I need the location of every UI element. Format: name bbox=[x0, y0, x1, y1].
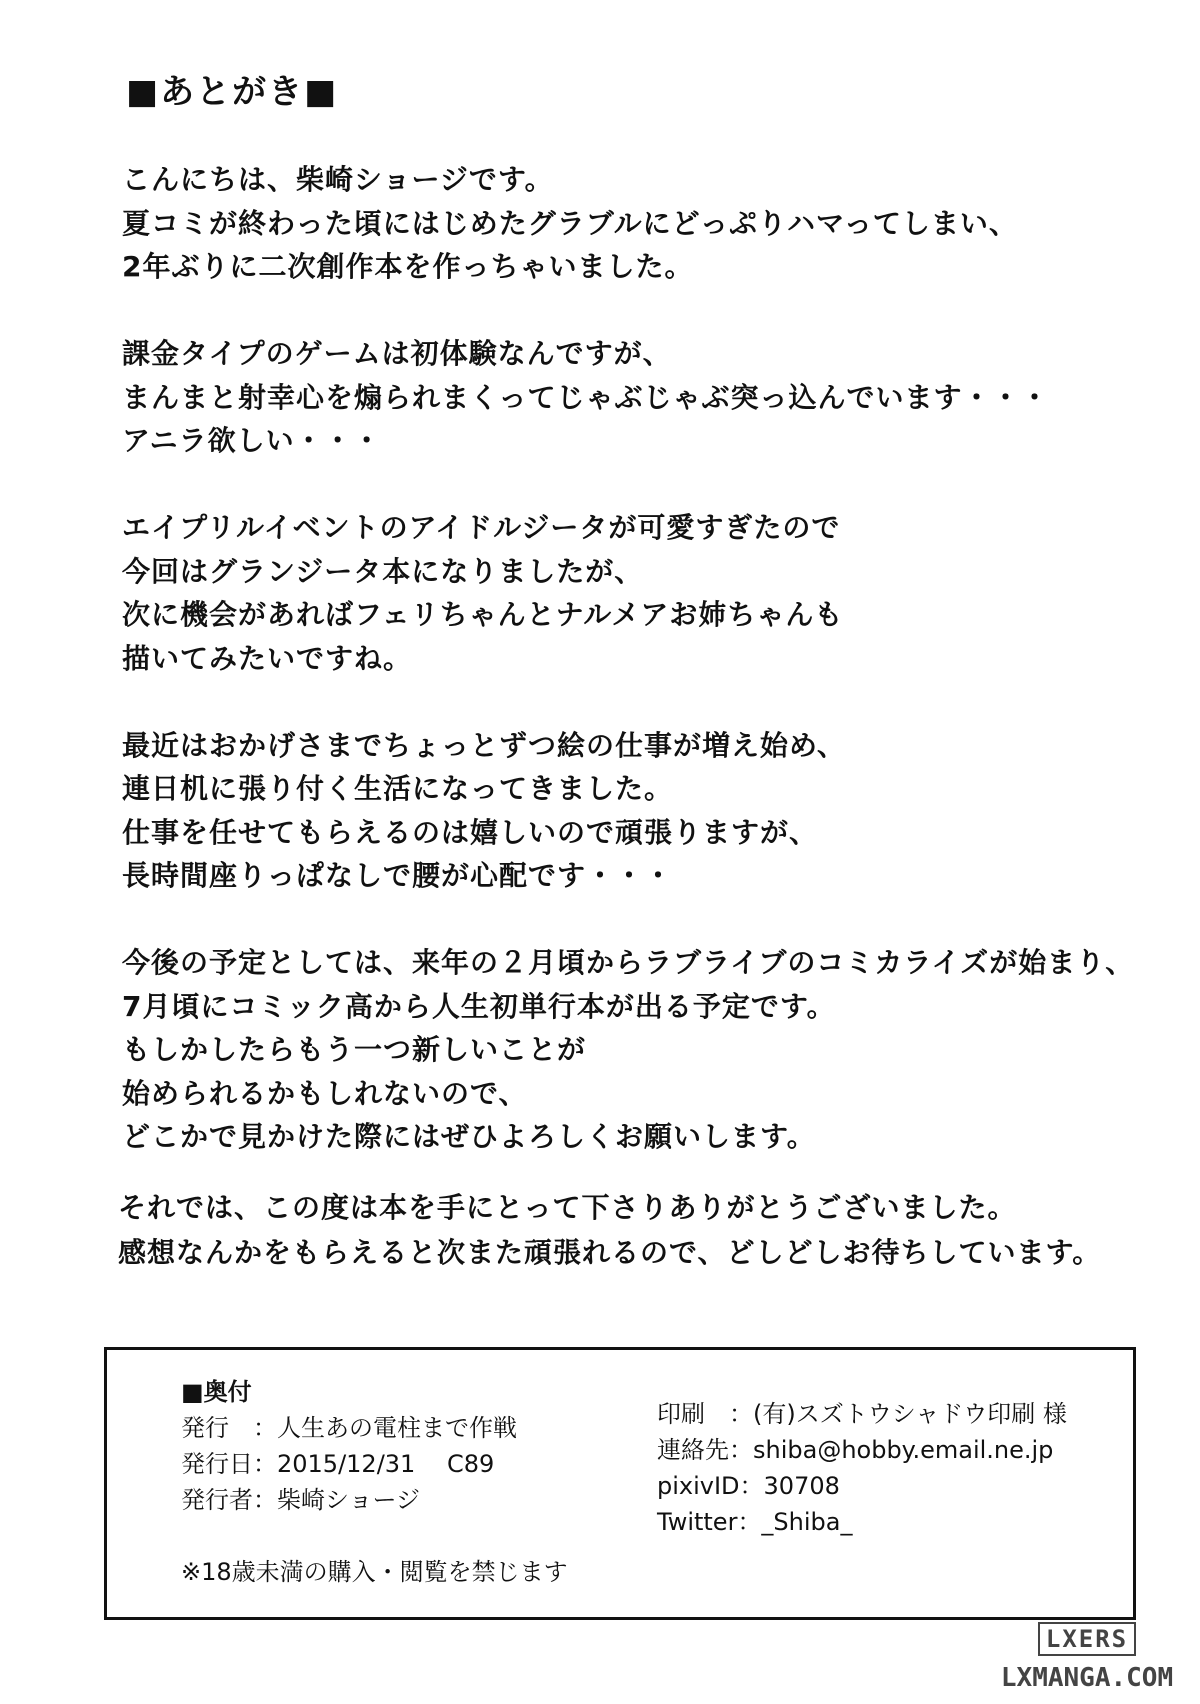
age-restriction-notice: ※18歳未満の購入・閲覧を禁じます bbox=[181, 1558, 568, 1586]
watermark-bottom: LXMANGA.COM bbox=[1000, 1663, 1174, 1693]
colophon-pixiv: pixivID：30708 bbox=[657, 1472, 840, 1500]
closing-message bbox=[118, 1185, 1101, 1275]
paragraph-theme bbox=[122, 506, 1162, 680]
text-line: 連日机に張り付く生活になってきました。 bbox=[122, 772, 674, 805]
afterword-body bbox=[122, 158, 1162, 1159]
text-line: 次に機会があればフェリちゃんとナルメアお姉ちゃんも bbox=[122, 598, 844, 631]
text-line: 始められるかもしれないので、 bbox=[122, 1076, 528, 1110]
text-line: 最近はおかげさまでちょっとずつ絵の仕事が増え始め、 bbox=[122, 728, 846, 762]
text-line: 描いてみたいですね。 bbox=[122, 641, 413, 675]
page-heading: ■あとがき■ bbox=[126, 72, 339, 112]
text-line: アニラ欲しい・・・ bbox=[122, 424, 382, 457]
text-line: 今後の予定としては、来年の２月頃からラブライブのコミカライズが始まり、 bbox=[122, 946, 1135, 979]
paragraph-game bbox=[122, 332, 1162, 463]
colophon-publication-info bbox=[181, 1374, 517, 1518]
paragraph-greeting bbox=[122, 158, 1162, 289]
text-line: エイプリルイベントのアイドルジータが可愛すぎたので bbox=[122, 511, 841, 544]
colophon-box bbox=[104, 1347, 1136, 1620]
text-line: こんにちは、柴崎ショージです。 bbox=[122, 163, 554, 196]
paragraph-plans bbox=[122, 941, 1162, 1159]
text-line: 2年ぶりに二次創作本を作っちゃいました。 bbox=[122, 250, 694, 283]
text-line: もしかしたらもう一つ新しいことが bbox=[122, 1033, 587, 1066]
watermark bbox=[998, 1622, 1176, 1696]
colophon-author: 発行者：柴崎ショージ bbox=[181, 1486, 421, 1514]
text-line: どこかで見かけた際にはぜひよろしくお願いします。 bbox=[122, 1120, 816, 1153]
colophon-email: 連絡先：shiba@hobby.email.ne.jp bbox=[657, 1436, 1054, 1464]
colophon-contact-info bbox=[657, 1396, 1067, 1540]
text-line: 今回はグランジータ本になりましたが、 bbox=[122, 554, 644, 588]
colophon-printer: 印刷 ：(有)スズトウシャドウ印刷 様 bbox=[657, 1400, 1067, 1428]
colophon-date: 発行日：2015/12/31 C89 bbox=[181, 1450, 495, 1478]
paragraph-work bbox=[122, 724, 1162, 898]
text-line: 課金タイプのゲームは初体験なんですが、 bbox=[122, 337, 672, 370]
text-line: それでは、この度は本を手にとって下さりありがとうございました。 bbox=[118, 1191, 1017, 1224]
text-line: まんまと射幸心を煽られまくってじゃぶじゃぶ突っ込んでいます・・・ bbox=[122, 380, 1050, 414]
text-line: 感想なんかをもらえると次また頑張れるので、どしどしお待ちしています。 bbox=[118, 1236, 1102, 1269]
colophon-twitter: Twitter：_Shiba_ bbox=[657, 1508, 853, 1536]
watermark-top: LXERS bbox=[1038, 1622, 1136, 1656]
text-line: 仕事を任せてもらえるのは嬉しいので頑張りますが、 bbox=[122, 815, 819, 849]
text-line: 長時間座りっぱなしで腰が心配です・・・ bbox=[122, 859, 674, 892]
colophon-publisher: 発行 ：人生あの電柱まで作戦 bbox=[181, 1414, 517, 1442]
colophon-title: ■奥付 bbox=[181, 1378, 252, 1406]
text-line: 7月頃にコミック高から人生初単行本が出る予定です。 bbox=[122, 989, 836, 1023]
text-line: 夏コミが終わった頃にはじめたグラブルにどっぷりハマってしまい、 bbox=[122, 206, 1018, 240]
